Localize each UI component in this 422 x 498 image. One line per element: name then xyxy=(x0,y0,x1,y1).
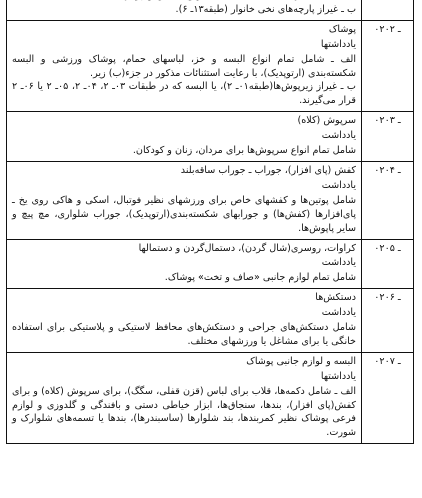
row-code: ۰۲ـ ۰۵ xyxy=(362,239,414,289)
row-content xyxy=(7,112,362,162)
row-title: کفش (پای افزار)، جوراب ـ جوراب ساقه‌بلند xyxy=(180,164,356,176)
row-title: سرپوش (کلاه) xyxy=(297,115,356,127)
note-line: شامل تمام انواع سرپوش‌ها برای مردان، زنان و کودکان. xyxy=(132,145,356,157)
note-line: شامل دستکش‌های جراحی و دستکش‌های محافظ لاستیکی و پلاستیکی برای استفاده خانگی یا برای مشاغل یا ورزشهای مختلف. xyxy=(12,322,356,347)
note-line: شامل پوتین‌ها و کفشهای خاص برای ورزشهای نظیر فوتبال، اسکی و هاکی روی یخ ـ پای‌افزارها (کفش‌ها) و جورابهای شکسته‌بندی(ارتوپدیک)، جوراب شلواری، مچ پیچ و سایر پاپوش‌ها. xyxy=(12,194,356,234)
row-content xyxy=(7,239,362,289)
row-code xyxy=(362,0,414,20)
notes-label: یادداشت xyxy=(321,307,356,319)
row-content xyxy=(7,20,362,111)
row-content xyxy=(7,352,362,443)
row-code: ۰۲ـ ۰۳ xyxy=(362,112,414,162)
note-line: شامل تمام لوازم جانبی «صاف و تخت» پوشاک. xyxy=(164,272,356,284)
note-line: ب ـ غیراز زیرپوش‌ها(طبقه۰۱ـ ۲)، یا البسه که در طبقات ۰۳ـ ۲، ۰۴ـ ۲، ۰۵ـ ۲ یا ۰۶ـ ۲ قرار می‌گیرند. xyxy=(12,81,356,107)
row-code: ۰۲ـ ۰۶ xyxy=(362,289,414,353)
row-title: کراوات، روسری(شال گردن)، دستمال‌گردن و دستمالها xyxy=(138,242,356,254)
table-row xyxy=(7,112,414,162)
table-row xyxy=(7,289,414,353)
row-content xyxy=(7,289,362,353)
row-title: البسه و لوازم جانبی پوشاک xyxy=(246,355,356,367)
notes-label: یادداشت xyxy=(321,179,356,191)
row-code: ۰۲ـ ۰۲ xyxy=(362,20,414,111)
table-row xyxy=(7,0,414,20)
notes-label: یادداشتها xyxy=(320,370,356,382)
note-line: الف ـ شامل دکمه‌ها، قلاب برای لباس (قزن قفلی، سگگ)، برای سرپوش (کلاه) و برای کفش(پای افزار)، بندها، سنجاق‌ها، ابزار خیاطی دستی و بافندگی و گلدوزی و لوازم فرعی پوشاک نظیر کمربندها، بند شلوارها (ساسبندرها)، بندها یا تسمه‌های شلوارک و شورت. xyxy=(12,385,356,439)
table-row xyxy=(7,20,414,111)
note-line: الف ـ شامل تمام انواع البسه و خز، لباسهای حمام، پوشاک ورزشی و البسه شکسته‌بندی (ارتوپدیک)، با رعایت استثنائات مذکور در جزء(ب) زیر. xyxy=(12,53,356,79)
table-row xyxy=(7,161,414,239)
row-title: دستکش‌ها xyxy=(315,292,356,304)
notes-label: یادداشتها xyxy=(320,38,356,50)
classification-table xyxy=(6,0,414,444)
row-code: ۰۲ـ ۰۴ xyxy=(362,161,414,239)
row-title: پوشاک xyxy=(328,23,356,35)
note-line: ب ـ غیراز پارچه‌های نخی خانوار (طبقه۱۳ـ ۶). xyxy=(175,3,356,15)
notes-label: یادداشت xyxy=(321,257,356,269)
row-content xyxy=(7,161,362,239)
row-content xyxy=(7,0,362,20)
row-code: ۰۲ـ ۰۷ xyxy=(362,352,414,443)
table-row xyxy=(7,239,414,289)
table-row xyxy=(7,352,414,443)
notes-label: یادداشت xyxy=(321,130,356,142)
